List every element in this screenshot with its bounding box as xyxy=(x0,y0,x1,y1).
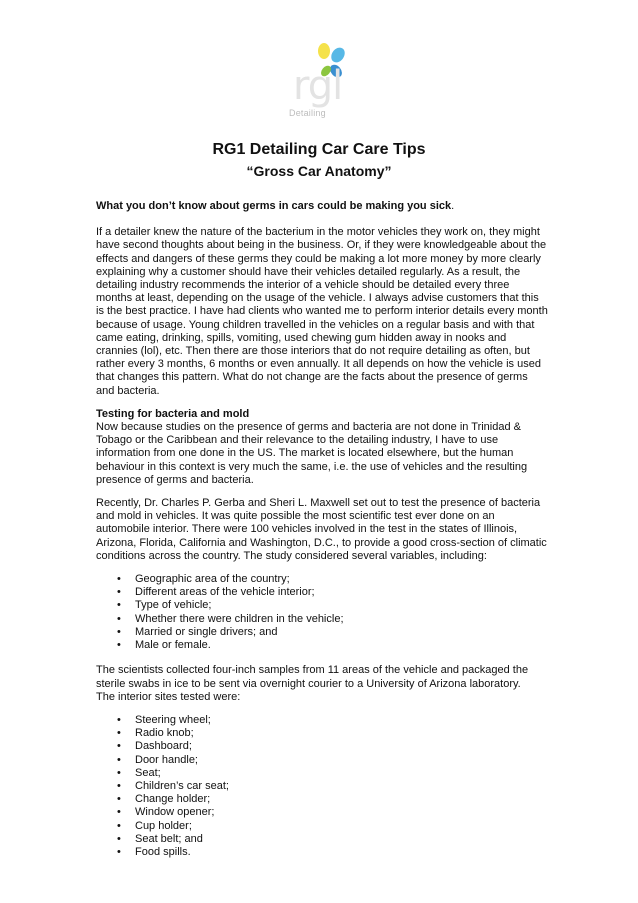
list-item-text: Type of vehicle; xyxy=(135,599,212,612)
bullet-icon: • xyxy=(117,832,121,845)
list-item-text: Whether there were children in the vehicle; xyxy=(135,612,344,625)
list-item xyxy=(96,573,548,586)
list-item-text: Seat; xyxy=(135,766,161,779)
sites-intro: The interior sites tested were: xyxy=(96,690,241,703)
bullet-icon: • xyxy=(117,819,121,832)
document-subtitle: “Gross Car Anatomy” xyxy=(246,163,392,179)
bullet-icon: • xyxy=(117,625,121,638)
list-item-text: Dashboard; xyxy=(135,740,192,753)
list-item-text: Change holder; xyxy=(135,793,211,806)
list-item-text: Cup holder; xyxy=(135,819,192,832)
lead-sentence xyxy=(96,200,548,213)
bullet-icon: • xyxy=(117,845,121,858)
list-item xyxy=(96,626,548,639)
list-item-text: Food spills. xyxy=(135,845,191,858)
list-item xyxy=(96,793,548,806)
list-item xyxy=(96,846,548,859)
variables-list xyxy=(96,573,548,652)
list-item xyxy=(96,754,548,767)
list-item xyxy=(96,727,548,740)
list-item xyxy=(96,806,548,819)
document-body xyxy=(96,200,548,871)
list-item-text: Door handle; xyxy=(135,753,198,766)
list-item xyxy=(96,833,548,846)
bullet-icon: • xyxy=(117,612,121,625)
lead-period: . xyxy=(451,200,455,212)
list-item-text: Geographic area of the country; xyxy=(135,573,290,586)
logo-wordmark: rgl xyxy=(293,63,343,109)
bullet-icon: • xyxy=(117,586,121,599)
list-item-text: Seat belt; and xyxy=(135,832,203,845)
testing-paragraph-1: Now because studies on the presence of germs and bacteria are not done in Trinidad & Tobago or the Caribbean and their relevance to the detailing industry, I have to use information from one done in the US. The market is located elsewhere, but the human behaviour in this context is very much the same, i.e. the use of vehicles and the resulting presence of germs and bacteria. xyxy=(96,421,528,486)
bullet-icon: • xyxy=(117,573,121,586)
list-item-text: Different areas of the vehicle interior; xyxy=(135,586,315,599)
list-item-text: Window opener; xyxy=(135,806,215,819)
list-item xyxy=(96,586,548,599)
list-item xyxy=(96,820,548,833)
bullet-icon: • xyxy=(117,727,121,740)
section-heading: Testing for bacteria and mold xyxy=(96,407,250,420)
list-item xyxy=(96,780,548,793)
bullet-icon: • xyxy=(117,713,121,726)
list-item xyxy=(96,599,548,612)
testing-paragraph-3 xyxy=(96,664,548,704)
bullet-icon: • xyxy=(117,806,121,819)
testing-paragraph-2: Recently, Dr. Charles P. Gerba and Sheri L. Maxwell set out to test the presence of bacteria and mold in vehicles. It was quite possible the most scientific test ever done on an automobile interior. There were 100 vehicles involved in the test in the states of Illinois, Arizona, Florida, California and Washington, D.C., to provide a good cross-section of climatic conditions across the country. The study considered several variables, including: xyxy=(96,497,547,562)
bullet-icon: • xyxy=(117,753,121,766)
testing-section xyxy=(96,408,548,487)
list-item-text: Steering wheel; xyxy=(135,713,211,726)
list-item-text: Radio knob; xyxy=(135,727,194,740)
list-item-text: Married or single drivers; and xyxy=(135,625,278,638)
bullet-icon: • xyxy=(117,766,121,779)
sites-list xyxy=(96,714,548,859)
bullet-icon: • xyxy=(117,793,121,806)
samples-text: The scientists collected four-inch samples from 11 areas of the vehicle and packaged the sterile swabs in ice to be sent via overnight courier to a University of Arizona laboratory. xyxy=(96,664,529,690)
list-item xyxy=(96,613,548,626)
intro-paragraph: If a detailer knew the nature of the bacterium in the motor vehicles they work on, they might have second thoughts about being in the business. Or, if they were knowledgeable about the effects and dangers of these germs they could be making a lot more money by more clearly explaining why a customer should have their vehicles detailed regularly. As a result, the detailing industry recommends the interior of a vehicle should be detailed every three months at least, depending on the usage of the vehicle. I always advise customers that this is the best practice. I have had clients who wanted me to perform interior details every month because of usage. Young children travelled in the vehicles on a regular basis and with that came eating, drinking, spills, vomiting, used chewing gum hidden away in nooks and crannies (lol), etc. Then there are those interiors that do not require detailing as often, but rather every 3 months, 6 months or even annually. It all depends on how the vehicle is used that changes this pattern. What do not change are the facts about the presence of germs and bacteria. xyxy=(96,226,548,397)
bullet-icon: • xyxy=(117,779,121,792)
bullet-icon: • xyxy=(117,599,121,612)
list-item xyxy=(96,639,548,652)
list-item xyxy=(96,767,548,780)
rg1-logo xyxy=(286,40,356,124)
bullet-icon: • xyxy=(117,740,121,753)
document-title: RG1 Detailing Car Care Tips xyxy=(212,141,426,158)
lead-text: What you don’t know about germs in cars could be making you sick xyxy=(96,200,452,212)
list-item-text: Male or female. xyxy=(135,639,211,652)
list-item xyxy=(96,714,548,727)
logo-subtext: Detailing xyxy=(289,108,326,118)
list-item-text: Children’s car seat; xyxy=(135,779,229,792)
bullet-icon: • xyxy=(117,639,121,652)
list-item xyxy=(96,740,548,753)
